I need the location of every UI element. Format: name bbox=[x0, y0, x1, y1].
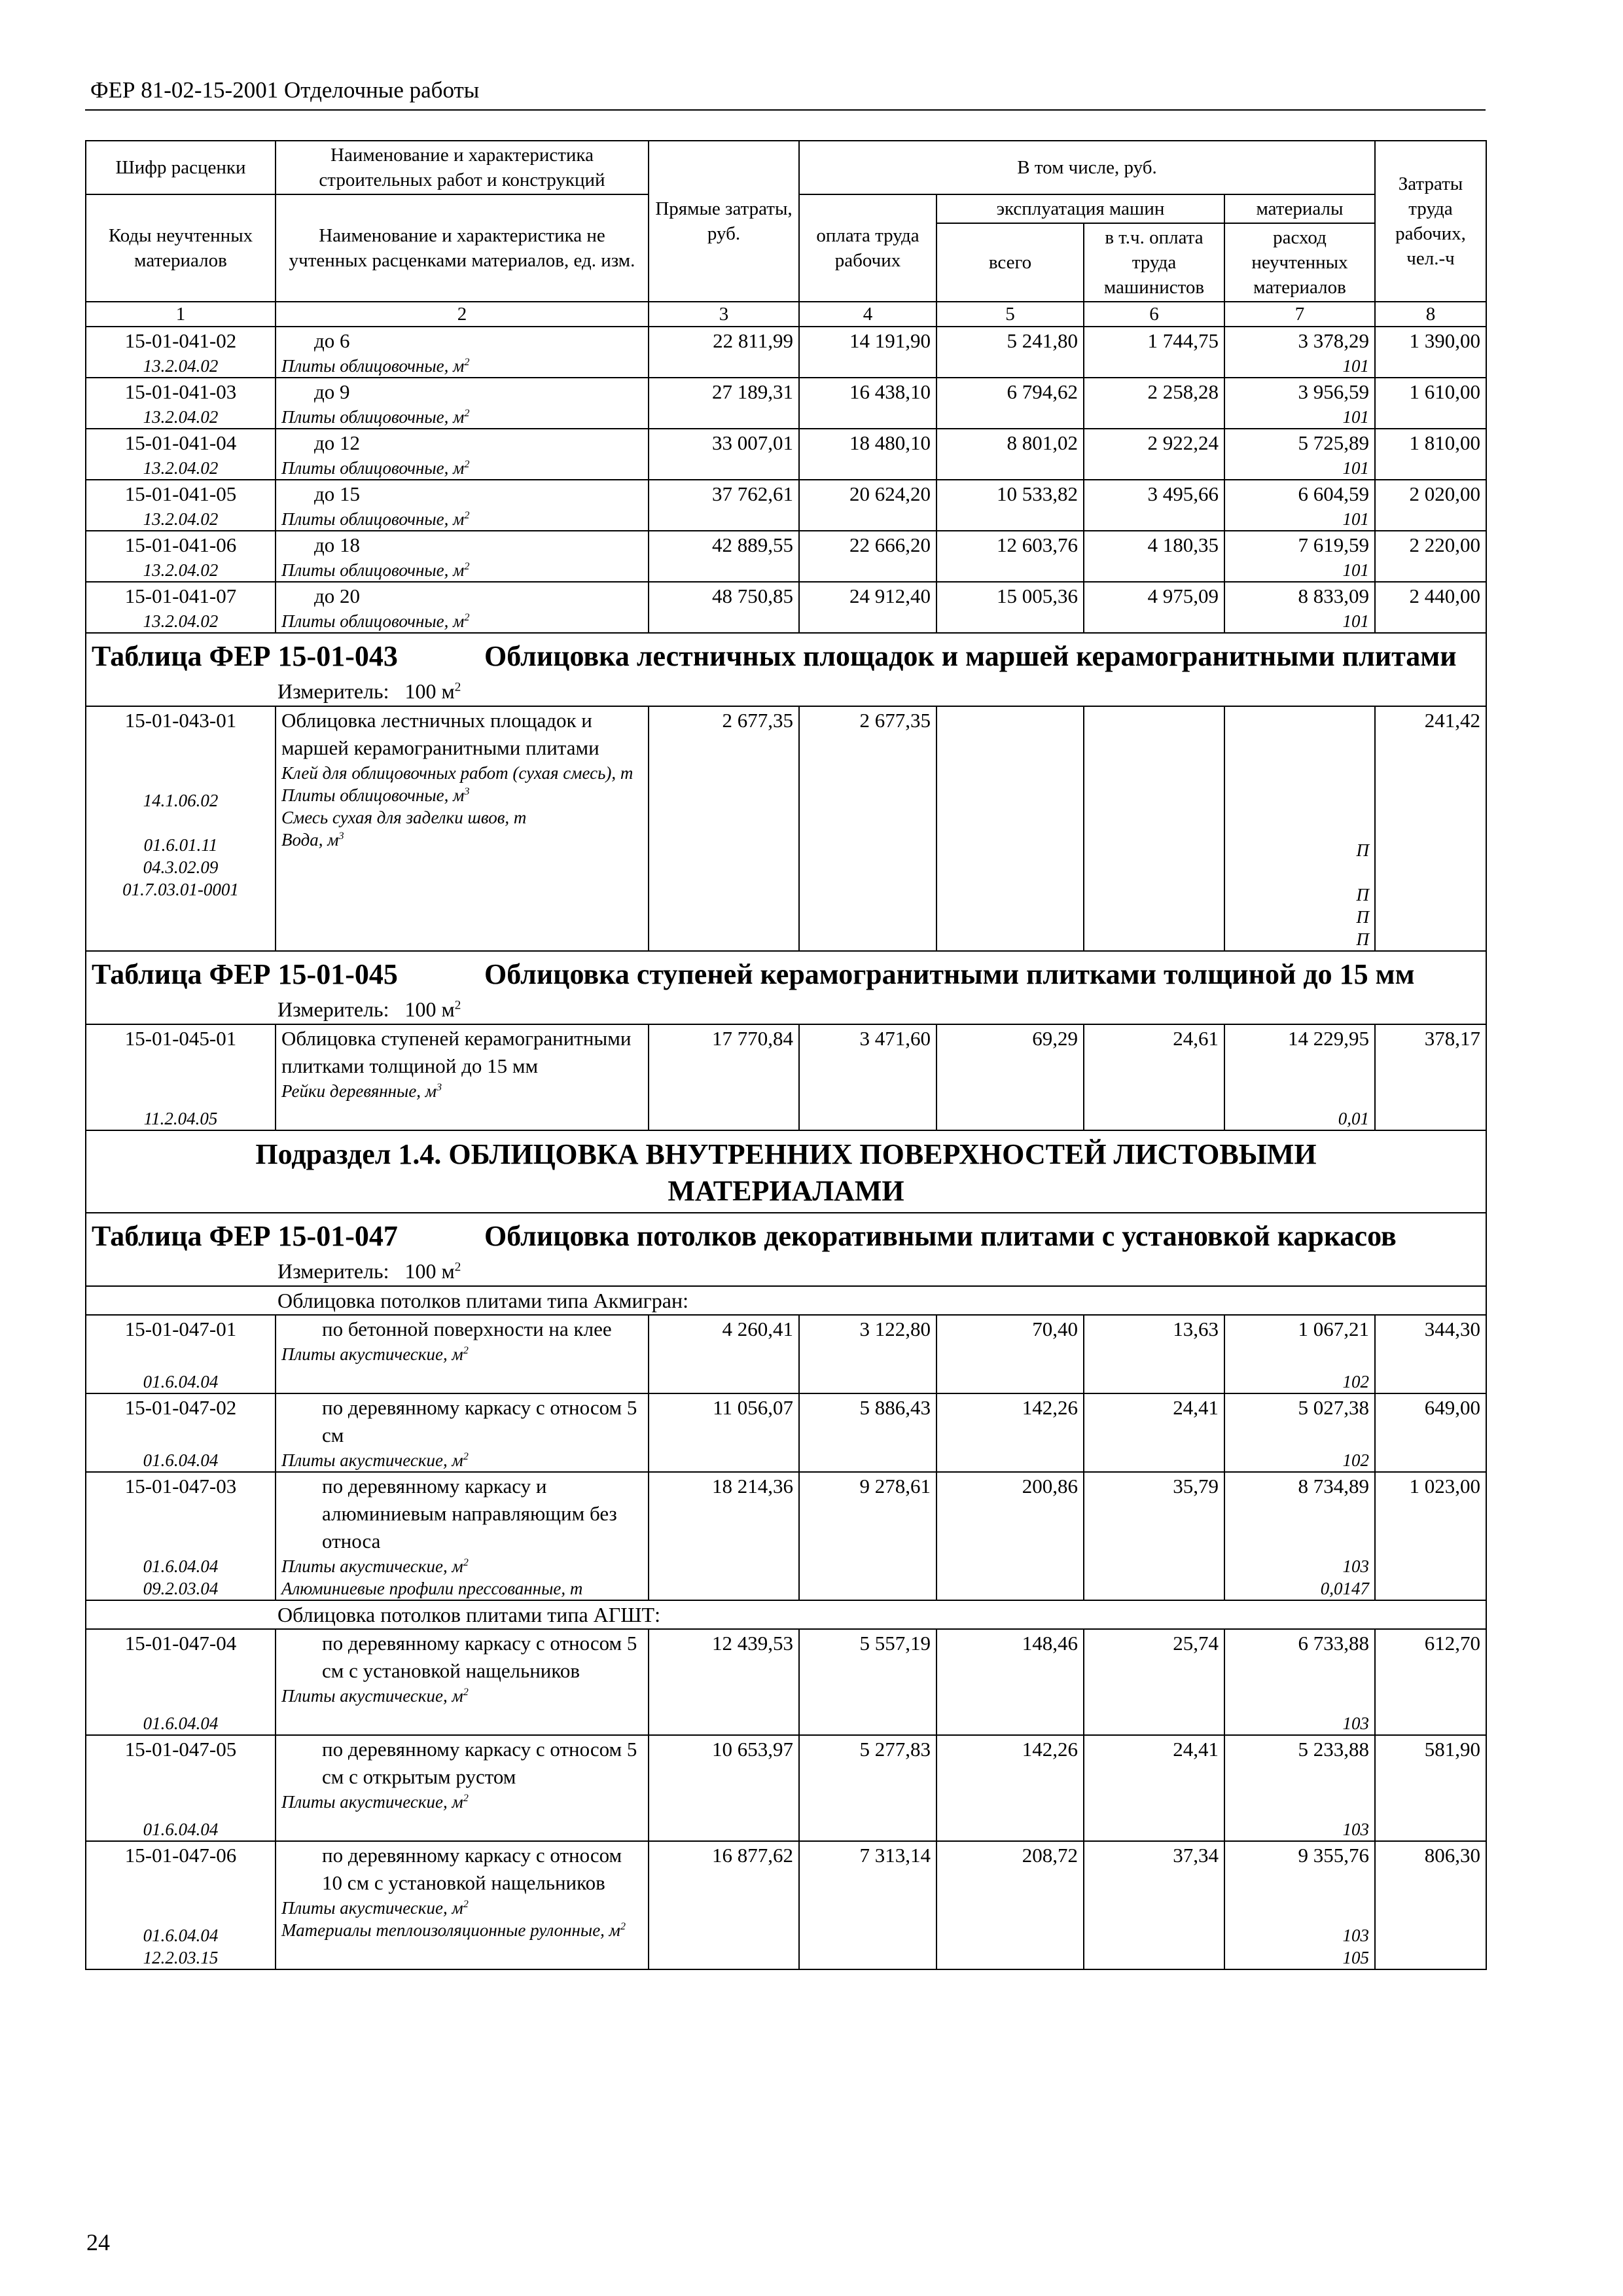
machinist-pay: 24,41 bbox=[1084, 1735, 1224, 1841]
material-qty: 103 bbox=[1342, 1820, 1369, 1839]
labor-pay: 9 278,61 bbox=[799, 1472, 936, 1600]
machines-total: 5 241,80 bbox=[936, 327, 1084, 378]
rate-code: 15-01-041-04 bbox=[124, 431, 237, 454]
table-043-measure: Измеритель: 100 $м^2$ bbox=[86, 677, 1486, 706]
col-name-top: Наименование и характеристика строительных работ и конструкций bbox=[276, 141, 649, 194]
work-name: до 9 bbox=[314, 380, 350, 403]
measure-label: Измеритель: bbox=[277, 997, 389, 1021]
work-name: по деревянному каркасу с относом 5 см с установкой нащельников bbox=[322, 1632, 637, 1682]
page-number: 24 bbox=[86, 2229, 110, 2255]
labor-cost: 2 020,00 bbox=[1375, 480, 1486, 531]
labor-pay: 5 557,19 bbox=[799, 1629, 936, 1735]
machinist-pay: 3 495,66 bbox=[1084, 480, 1224, 531]
machines-total: 8 801,02 bbox=[936, 429, 1084, 480]
rate-code: 15-01-047-06 bbox=[124, 1844, 237, 1867]
material-code: 01.6.04.04 bbox=[143, 1926, 219, 1945]
machines-total: 208,72 bbox=[936, 1841, 1084, 1969]
machinist-pay: 4 180,35 bbox=[1084, 531, 1224, 582]
machinist-pay: 24,41 bbox=[1084, 1393, 1224, 1472]
table-row: 15-01-047-04 01.6.04.04 по деревянному каркасу с относом 5 см с установкой нащельников Плиты акустические, $м^2$ 12 439,53 5 557,19 148,46 25,74 6 733,88 103 612,70 bbox=[86, 1629, 1486, 1735]
work-name: Облицовка лестничных площадок и маршей керамогранитными плитами bbox=[281, 709, 599, 759]
table-row: 15-01-047-02 01.6.04.04 по деревянному каркасу с относом 5 см Плиты акустические, $м^2$ 11 056,07 5 886,43 142,26 24,41 5 027,38 102 649,00 bbox=[86, 1393, 1486, 1472]
machines-total: 200,86 bbox=[936, 1472, 1084, 1600]
labor-pay: 18 480,10 bbox=[799, 429, 936, 480]
machinist-pay: 2 922,24 bbox=[1084, 429, 1224, 480]
machines-total: 10 533,82 bbox=[936, 480, 1084, 531]
work-name: по деревянному каркасу с относом 5 см bbox=[322, 1396, 637, 1446]
direct-cost: 4 260,41 bbox=[649, 1315, 799, 1393]
material-name: Плиты акустические, м bbox=[281, 1686, 463, 1706]
materials-cost: 1 067,21 bbox=[1298, 1318, 1369, 1340]
machines-total: 15 005,36 bbox=[936, 582, 1084, 633]
material-name: Плиты акустические, м bbox=[281, 1450, 463, 1470]
material-name: Материалы теплоизоляционные рулонные, м bbox=[281, 1920, 620, 1940]
material-name: Рейки деревянные, м bbox=[281, 1081, 437, 1101]
material-code: 01.6.04.04 bbox=[143, 1372, 219, 1391]
material-qty: 101 bbox=[1342, 356, 1369, 376]
direct-cost: 17 770,84 bbox=[649, 1024, 799, 1130]
col-num: 1 bbox=[86, 302, 276, 327]
direct-cost: 12 439,53 bbox=[649, 1629, 799, 1735]
table-row: 15-01-041-07 13.2.04.02 до 20 Плиты облицовочные, $м^2$ 48 750,85 24 912,40 15 005,36 4 975,09 8 833,09 101 2 440,00 bbox=[86, 582, 1486, 633]
rate-code: 15-01-047-02 bbox=[124, 1396, 237, 1419]
machinist-pay: 1 744,75 bbox=[1084, 327, 1224, 378]
table-row: 15-01-041-03 13.2.04.02 до 9 Плиты облицовочные, $м^2$ 27 189,31 16 438,10 6 794,62 2 258,28 3 956,59 101 1 610,00 bbox=[86, 378, 1486, 429]
measure-value: 100 м bbox=[404, 997, 455, 1021]
group-heading: Облицовка потолков плитами типа Акмигран: bbox=[86, 1286, 1486, 1315]
table-047-title bbox=[86, 1213, 1486, 1257]
material-code: 01.7.03.01-0001 bbox=[122, 880, 239, 899]
material-qty: 101 bbox=[1342, 560, 1369, 580]
machinist-pay: 2 258,28 bbox=[1084, 378, 1224, 429]
work-name: Облицовка ступеней керамогранитными плитками толщиной до 15 мм bbox=[281, 1027, 632, 1077]
machines-total: 142,26 bbox=[936, 1735, 1084, 1841]
materials-cost: 8 833,09 bbox=[1298, 584, 1369, 607]
material-name: Клей для облицовочных работ (сухая смесь), т bbox=[281, 763, 633, 783]
materials-cost: 6 733,88 bbox=[1298, 1632, 1369, 1655]
col-name-bottom: Наименование и характеристика не учтенных расценками материалов, ед. изм. bbox=[276, 194, 649, 302]
direct-cost: 37 762,61 bbox=[649, 480, 799, 531]
col-incl: В том числе, руб. bbox=[799, 141, 1375, 194]
col-machines: эксплуатация машин bbox=[936, 194, 1224, 223]
direct-cost: 33 007,01 bbox=[649, 429, 799, 480]
material-qty: П bbox=[1356, 929, 1369, 949]
labor-pay: 20 624,20 bbox=[799, 480, 936, 531]
col-num: 7 bbox=[1224, 302, 1375, 327]
col-materials: материалы bbox=[1224, 194, 1375, 223]
material-code: 09.2.03.04 bbox=[143, 1579, 219, 1598]
material-qty: 101 bbox=[1342, 407, 1369, 427]
col-num: 2 bbox=[276, 302, 649, 327]
direct-cost: 16 877,62 bbox=[649, 1841, 799, 1969]
col-machinist-pay: в т.ч. оплата труда машинистов bbox=[1084, 223, 1224, 302]
material-code: 14.1.06.02 bbox=[143, 791, 219, 810]
materials-cost: 5 027,38 bbox=[1298, 1396, 1369, 1419]
column-numbers bbox=[86, 302, 1486, 327]
table-043-title bbox=[86, 633, 1486, 677]
col-code-top: Шифр расценки bbox=[86, 141, 276, 194]
labor-pay: 5 277,83 bbox=[799, 1735, 936, 1841]
material-qty: 103 bbox=[1342, 1713, 1369, 1733]
table-row: 15-01-047-06 01.6.04.04 12.2.03.15 по деревянному каркасу с относом 10 см с установкой нащельников Плиты акустические, $м^2$ Материалы теплоизоляционные рулонные, $м^2$ 16 877,62 7 313,14 208,72 37,34 9 355,76 103 105 806,30 bbox=[86, 1841, 1486, 1969]
labor-pay: 14 191,90 bbox=[799, 327, 936, 378]
materials-cost: 5 233,88 bbox=[1298, 1738, 1369, 1761]
material-name: Плиты акустические, м bbox=[281, 1898, 463, 1918]
table-row: 15-01-043-01 14.1.06.02 01.6.01.11 04.3.02.09 01.7.03.01-0001 Облицовка лестничных площадок и маршей керамогранитными плитами Клей для облицовочных работ (сухая смесь), т Плиты облицовочные, $м^3$ Смесь сухая для заделки швов, т Вода, $м^3$ 2 677,35 2 677,35 П П П П 241,42 bbox=[86, 706, 1486, 951]
table-name: Облицовка потолков декоративными плитами с установкой каркасов bbox=[484, 1220, 1397, 1252]
table-row: 15-01-047-01 01.6.04.04 по бетонной поверхности на клее Плиты акустические, $м^2$ 4 260,41 3 122,80 70,40 13,63 1 067,21 102 344,30 bbox=[86, 1315, 1486, 1393]
material-name: Плиты облицовочные, м bbox=[281, 458, 465, 478]
machinist-pay: 37,34 bbox=[1084, 1841, 1224, 1969]
measure-label: Измеритель: bbox=[277, 679, 389, 703]
rate-code: 15-01-041-05 bbox=[124, 482, 237, 505]
material-qty: 103 bbox=[1342, 1926, 1369, 1945]
rate-code: 15-01-043-01 bbox=[124, 709, 237, 732]
machinist-pay: 4 975,09 bbox=[1084, 582, 1224, 633]
material-code: 01.6.04.04 bbox=[143, 1820, 219, 1839]
labor-cost: 1 390,00 bbox=[1375, 327, 1486, 378]
machinist-pay: 24,61 bbox=[1084, 1024, 1224, 1130]
group-heading: Облицовка потолков плитами типа АГШТ: bbox=[86, 1600, 1486, 1629]
material-name: Плиты облицовочные, м bbox=[281, 560, 465, 580]
material-code: 13.2.04.02 bbox=[143, 509, 219, 529]
labor-pay: 16 438,10 bbox=[799, 378, 936, 429]
material-name: Вода, м bbox=[281, 830, 339, 850]
direct-cost: 42 889,55 bbox=[649, 531, 799, 582]
material-name: Плиты акустические, м bbox=[281, 1792, 463, 1812]
labor-cost: 806,30 bbox=[1375, 1841, 1486, 1969]
work-name: до 18 bbox=[314, 533, 361, 556]
material-qty: 102 bbox=[1342, 1450, 1369, 1470]
direct-cost: 48 750,85 bbox=[649, 582, 799, 633]
rate-code: 15-01-041-07 bbox=[124, 584, 237, 607]
machinist-pay: 35,79 bbox=[1084, 1472, 1224, 1600]
materials-cost: 3 378,29 bbox=[1298, 329, 1369, 352]
labor-pay: 2 677,35 bbox=[799, 706, 936, 951]
work-name: до 15 bbox=[314, 482, 361, 505]
material-name: Плиты облицовочные, м bbox=[281, 611, 465, 631]
direct-cost: 11 056,07 bbox=[649, 1393, 799, 1472]
col-num: 5 bbox=[936, 302, 1084, 327]
labor-cost: 612,70 bbox=[1375, 1629, 1486, 1735]
material-qty: 0,01 bbox=[1338, 1109, 1369, 1128]
materials-cost: 6 604,59 bbox=[1298, 482, 1369, 505]
col-labor-cost: Затраты труда рабочих, чел.-ч bbox=[1375, 141, 1486, 302]
labor-pay: 3 122,80 bbox=[799, 1315, 936, 1393]
machinist-pay: 25,74 bbox=[1084, 1629, 1224, 1735]
labor-cost: 1 810,00 bbox=[1375, 429, 1486, 480]
work-name: до 6 bbox=[314, 329, 350, 352]
machines-total: 70,40 bbox=[936, 1315, 1084, 1393]
work-name: по деревянному каркасу с относом 10 см с установкой нащельников bbox=[322, 1844, 622, 1894]
material-code: 13.2.04.02 bbox=[143, 458, 219, 478]
rate-code: 15-01-045-01 bbox=[124, 1027, 237, 1050]
materials-cost: 9 355,76 bbox=[1298, 1844, 1369, 1867]
col-num: 3 bbox=[649, 302, 799, 327]
col-num: 6 bbox=[1084, 302, 1224, 327]
rate-code: 15-01-041-03 bbox=[124, 380, 237, 403]
table-row: 15-01-041-04 13.2.04.02 до 12 Плиты облицовочные, $м^2$ 33 007,01 18 480,10 8 801,02 2 922,24 5 725,89 101 1 810,00 bbox=[86, 429, 1486, 480]
machines-total: 142,26 bbox=[936, 1393, 1084, 1472]
machines-total: 6 794,62 bbox=[936, 378, 1084, 429]
labor-cost: 1 610,00 bbox=[1375, 378, 1486, 429]
table-047-measure: Измеритель: 100 $м^2$ bbox=[86, 1257, 1486, 1286]
table-row: 15-01-045-01 11.2.04.05 Облицовка ступеней керамогранитными плитками толщиной до 15 мм Рейки деревянные, $м^3$ 17 770,84 3 471,60 69,29 24,61 14 229,95 0,01 378,17 bbox=[86, 1024, 1486, 1130]
measure-value: 100 м bbox=[404, 679, 455, 703]
labor-cost: 581,90 bbox=[1375, 1735, 1486, 1841]
machines-total: 12 603,76 bbox=[936, 531, 1084, 582]
work-name: по деревянному каркасу с относом 5 см с открытым рустом bbox=[322, 1738, 637, 1788]
rate-code: 15-01-041-02 bbox=[124, 329, 237, 352]
work-name: по бетонной поверхности на клее bbox=[322, 1318, 612, 1340]
material-name: Плиты акустические, м bbox=[281, 1344, 463, 1364]
table-045-measure: Измеритель: 100 $м^2$ bbox=[86, 995, 1486, 1024]
table-row: 15-01-047-05 01.6.04.04 по деревянному каркасу с относом 5 см с открытым рустом Плиты акустические, $м^2$ 10 653,97 5 277,83 142,26 24,41 5 233,88 103 581,90 bbox=[86, 1735, 1486, 1841]
col-code-bottom: Коды неучтенных материалов bbox=[86, 194, 276, 302]
header-row-1 bbox=[86, 141, 1486, 194]
page-header: ФЕР 81-02-15-2001 Отделочные работы bbox=[90, 77, 480, 103]
material-name: Плиты облицовочные, м bbox=[281, 509, 465, 529]
work-name: до 20 bbox=[314, 584, 361, 607]
material-name: Плиты облицовочные, м bbox=[281, 785, 465, 805]
machines-total: 148,46 bbox=[936, 1629, 1084, 1735]
labor-cost: 1 023,00 bbox=[1375, 1472, 1486, 1600]
table-041-rows bbox=[86, 327, 1486, 633]
material-name: Алюминиевые профили прессованные, т bbox=[281, 1579, 583, 1598]
materials-cost: 3 956,59 bbox=[1298, 380, 1369, 403]
material-qty: П bbox=[1356, 907, 1369, 927]
price-table bbox=[85, 140, 1487, 1970]
material-qty: 101 bbox=[1342, 458, 1369, 478]
direct-cost: 18 214,36 bbox=[649, 1472, 799, 1600]
labor-cost: 344,30 bbox=[1375, 1315, 1486, 1393]
table-047-rows-a bbox=[86, 1315, 1486, 1600]
measure-value: 100 м bbox=[404, 1259, 455, 1283]
table-047-rows-b bbox=[86, 1629, 1486, 1969]
labor-cost: 2 440,00 bbox=[1375, 582, 1486, 633]
table-code: Таблица ФЕР 15-01-047 bbox=[92, 1220, 398, 1252]
material-code: 01.6.04.04 bbox=[143, 1450, 219, 1470]
labor-cost: 241,42 bbox=[1375, 706, 1486, 951]
labor-pay: 24 912,40 bbox=[799, 582, 936, 633]
material-qty: 105 bbox=[1342, 1948, 1369, 1967]
material-code: 13.2.04.02 bbox=[143, 611, 219, 631]
material-code: 11.2.04.05 bbox=[143, 1109, 218, 1128]
section-heading: Подраздел 1.4. ОБЛИЦОВКА ВНУТРЕННИХ ПОВЕРХНОСТЕЙ ЛИСТОВЫМИ МАТЕРИАЛАМИ bbox=[86, 1130, 1486, 1213]
material-code: 01.6.04.04 bbox=[143, 1556, 219, 1576]
labor-pay: 22 666,20 bbox=[799, 531, 936, 582]
material-qty: 0,0147 bbox=[1320, 1579, 1369, 1598]
work-name: по деревянному каркасу и алюминиевым направляющим без относа bbox=[322, 1475, 617, 1552]
col-direct: Прямые затраты, руб. bbox=[649, 141, 799, 302]
direct-cost: 22 811,99 bbox=[649, 327, 799, 378]
material-name: Плиты облицовочные, м bbox=[281, 356, 465, 376]
material-qty: 101 bbox=[1342, 611, 1369, 631]
rate-code: 15-01-047-03 bbox=[124, 1475, 237, 1498]
rate-code: 15-01-047-04 bbox=[124, 1632, 237, 1655]
table-code: Таблица ФЕР 15-01-043 bbox=[92, 640, 398, 672]
col-num: 4 bbox=[799, 302, 936, 327]
material-name: Смесь сухая для заделки швов, т bbox=[281, 808, 527, 827]
header-rule bbox=[85, 109, 1486, 111]
machinist-pay: 13,63 bbox=[1084, 1315, 1224, 1393]
labor-cost: 378,17 bbox=[1375, 1024, 1486, 1130]
material-qty: 101 bbox=[1342, 509, 1369, 529]
col-num: 8 bbox=[1375, 302, 1486, 327]
measure-label: Измеритель: bbox=[277, 1259, 389, 1283]
labor-pay: 5 886,43 bbox=[799, 1393, 936, 1472]
table-name: Облицовка лестничных площадок и маршей керамогранитными плитами bbox=[484, 640, 1457, 672]
rate-code: 15-01-047-05 bbox=[124, 1738, 237, 1761]
material-code: 12.2.03.15 bbox=[143, 1948, 219, 1967]
material-qty: 102 bbox=[1342, 1372, 1369, 1391]
material-code: 13.2.04.02 bbox=[143, 407, 219, 427]
rate-code: 15-01-047-01 bbox=[124, 1318, 237, 1340]
work-name: до 12 bbox=[314, 431, 361, 454]
table-row: 15-01-041-02 13.2.04.02 до 6 Плиты облицовочные, $м^2$ 22 811,99 14 191,90 5 241,80 1 744,75 3 378,29 101 1 390,00 bbox=[86, 327, 1486, 378]
material-code: 01.6.01.11 bbox=[143, 835, 218, 855]
col-machines-total: всего bbox=[936, 223, 1084, 302]
direct-cost: 27 189,31 bbox=[649, 378, 799, 429]
table-row: 15-01-047-03 01.6.04.04 09.2.03.04 по деревянному каркасу и алюминиевым направляющим без относа Плиты акустические, $м^2$ Алюминиевые профили прессованные, т 18 214,36 9 278,61 200,86 35,79 8 734,89 103 0,0147 1 023,00 bbox=[86, 1472, 1486, 1600]
materials-cost: 5 725,89 bbox=[1298, 431, 1369, 454]
table-code: Таблица ФЕР 15-01-045 bbox=[92, 958, 398, 990]
table-row: 15-01-041-05 13.2.04.02 до 15 Плиты облицовочные, $м^2$ 37 762,61 20 624,20 10 533,82 3 495,66 6 604,59 101 2 020,00 bbox=[86, 480, 1486, 531]
material-code: 04.3.02.09 bbox=[143, 857, 219, 877]
col-materials-use: расход неучтенных материалов bbox=[1224, 223, 1375, 302]
direct-cost: 10 653,97 bbox=[649, 1735, 799, 1841]
material-qty: П bbox=[1356, 885, 1369, 905]
material-qty: 103 bbox=[1342, 1556, 1369, 1576]
table-row: 15-01-041-06 13.2.04.02 до 18 Плиты облицовочные, $м^2$ 42 889,55 22 666,20 12 603,76 4 180,35 7 619,59 101 2 220,00 bbox=[86, 531, 1486, 582]
material-code: 01.6.04.04 bbox=[143, 1713, 219, 1733]
materials-cost: 8 734,89 bbox=[1298, 1475, 1369, 1498]
material-name: Плиты облицовочные, м bbox=[281, 407, 465, 427]
labor-cost: 2 220,00 bbox=[1375, 531, 1486, 582]
rate-code: 15-01-041-06 bbox=[124, 533, 237, 556]
labor-pay: 3 471,60 bbox=[799, 1024, 936, 1130]
col-labor-pay: оплата труда рабочих bbox=[799, 194, 936, 302]
material-qty: П bbox=[1356, 840, 1369, 860]
labor-cost: 649,00 bbox=[1375, 1393, 1486, 1472]
labor-pay: 7 313,14 bbox=[799, 1841, 936, 1969]
materials-cost: 14 229,95 bbox=[1288, 1027, 1369, 1050]
table-name: Облицовка ступеней керамогранитными плитками толщиной до 15 мм bbox=[484, 958, 1415, 990]
materials-cost: 7 619,59 bbox=[1298, 533, 1369, 556]
material-code: 13.2.04.02 bbox=[143, 356, 219, 376]
table-045-title bbox=[86, 951, 1486, 995]
direct-cost: 2 677,35 bbox=[649, 706, 799, 951]
machines-total: 69,29 bbox=[936, 1024, 1084, 1130]
material-code: 13.2.04.02 bbox=[143, 560, 219, 580]
material-name: Плиты акустические, м bbox=[281, 1556, 463, 1576]
